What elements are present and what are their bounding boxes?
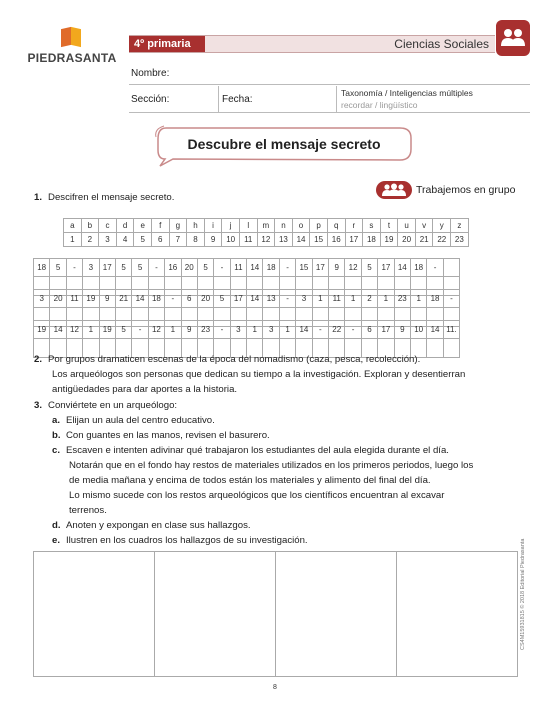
item-number: 1. (34, 192, 43, 203)
subitem-text: Ilustren en los cuadros los hallazgos de su investigación. (66, 535, 308, 546)
cipher-number: 3 (99, 233, 117, 247)
message-code-cell: - (165, 290, 181, 308)
cipher-number: 11 (239, 233, 257, 247)
message-code-cell: 18 (34, 259, 50, 277)
message-code-cell: 17 (230, 290, 246, 308)
message-code-cell: - (214, 259, 230, 277)
message-code-cell: - (427, 259, 443, 277)
date-label: Fecha: (222, 94, 253, 105)
message-code-cell: 12 (66, 321, 82, 339)
taxonomy-sub-label: recordar / lingüístico (341, 100, 418, 110)
subitem-c-text: Lo mismo sucede con los restos arqueológicos que los científicos encuentran al excavar (69, 490, 445, 501)
message-code-cell: 5 (214, 290, 230, 308)
cipher-letter: p (310, 219, 328, 233)
subitem-c-text: terrenos. (69, 505, 107, 516)
form-bottom-line (129, 112, 530, 113)
message-grid (33, 320, 460, 358)
message-code-cell: 23 (197, 321, 213, 339)
cipher-number: 1 (64, 233, 82, 247)
item-3 (34, 399, 177, 414)
message-code-cell: 17 (378, 259, 394, 277)
message-code-cell: 21 (115, 290, 131, 308)
message-code-cell: 18 (410, 259, 426, 277)
name-line[interactable] (129, 84, 530, 85)
message-code-cell: 11. (443, 321, 459, 339)
message-code-cell: 5 (50, 259, 66, 277)
message-code-cell: 9 (99, 290, 115, 308)
subitem-letter: b. (52, 430, 61, 441)
message-code-cell: 18 (263, 259, 279, 277)
cipher-number: 8 (187, 233, 205, 247)
header-bar (129, 35, 495, 53)
drawing-box[interactable] (155, 552, 276, 676)
drawing-boxes (33, 551, 518, 677)
message-code-cell: 15 (296, 259, 312, 277)
subitem-a (52, 414, 215, 429)
message-code-cell: 10 (410, 321, 426, 339)
cipher-number: 2 (81, 233, 99, 247)
message-code-cell: 6 (361, 321, 377, 339)
message-code-cell: 5 (132, 259, 148, 277)
message-code-cell: 13 (263, 290, 279, 308)
message-code-cell: 14 (296, 321, 312, 339)
message-code-cell: 17 (312, 259, 328, 277)
group-work-label: Trabajemos en grupo (416, 184, 516, 196)
group-work-badge (376, 180, 515, 200)
message-code-cell: 20 (197, 290, 213, 308)
cipher-number: 6 (151, 233, 169, 247)
message-code-cell: 1 (165, 321, 181, 339)
message-code-cell: - (279, 290, 295, 308)
item-2 (34, 353, 420, 368)
item-number: 3. (34, 400, 43, 411)
message-code-cell: 12 (148, 321, 164, 339)
message-code-row (34, 290, 460, 308)
page-title: Descubre el mensaje secreto (187, 136, 381, 152)
answer-cell[interactable] (443, 338, 459, 357)
cipher-letter: g (169, 219, 187, 233)
message-code-cell: 6 (181, 290, 197, 308)
message-code-cell: 1 (83, 321, 99, 339)
cipher-letter: n (275, 219, 293, 233)
cipher-letter: i (204, 219, 222, 233)
item-text: Descifren el mensaje secreto. (48, 192, 175, 203)
message-code-cell: 3 (296, 290, 312, 308)
cipher-letter: v (415, 219, 433, 233)
cipher-number: 14 (292, 233, 310, 247)
cipher-letter: z (451, 219, 469, 233)
message-code-cell: - (214, 321, 230, 339)
message-code-cell: 3 (34, 290, 50, 308)
subitem-text: Escaven e intenten adivinar qué trabajaron los estudiantes del aula elegida durante el día. (66, 445, 449, 456)
item-1 (34, 191, 174, 206)
book-logo-icon (59, 26, 85, 48)
cipher-number: 5 (134, 233, 152, 247)
message-code-cell: 19 (83, 290, 99, 308)
cipher-letter: c (99, 219, 117, 233)
cipher-number: 4 (116, 233, 134, 247)
cipher-number: 18 (363, 233, 381, 247)
subitem-c-text: Notarán que en el fondo hay restos de materiales utilizados en los primeros periodos, luego los (69, 460, 474, 471)
message-code-cell: 19 (99, 321, 115, 339)
message-code-cell: 11 (230, 259, 246, 277)
subitem-letter: e. (52, 535, 61, 546)
message-code-cell: 23 (394, 290, 410, 308)
cipher-letters-row (64, 219, 469, 233)
message-code-cell: 22 (329, 321, 345, 339)
message-code-cell: 17 (99, 259, 115, 277)
message-code-cell: 19 (34, 321, 50, 339)
cipher-letter: h (187, 219, 205, 233)
cipher-number: 13 (275, 233, 293, 247)
cipher-letter: e (134, 219, 152, 233)
cipher-letter: r (345, 219, 363, 233)
message-code-cell: 1 (312, 290, 328, 308)
message-code-cell: 14 (427, 321, 443, 339)
cipher-number: 16 (327, 233, 345, 247)
copyright-note: CS4M15931815 © 2018 Editorial Piedrasanta (520, 538, 526, 650)
divider (336, 86, 337, 112)
subitem-letter: d. (52, 520, 61, 531)
message-code-cell: 5 (115, 259, 131, 277)
item-text: Por grupos dramaticen escenas de la época del nomadismo (caza, pesca, recolección). (48, 354, 421, 365)
message-code-cell: 1 (410, 290, 426, 308)
message-code-cell: 5 (197, 259, 213, 277)
message-code-cell: - (312, 321, 328, 339)
message-code-cell: - (443, 290, 459, 308)
cipher-letter: b (81, 219, 99, 233)
cipher-letter: q (327, 219, 345, 233)
subitem-text: Elijan un aula del centro educativo. (66, 415, 215, 426)
title-bubble (152, 125, 416, 167)
message-code-cell: - (66, 259, 82, 277)
item-2-text: antigüedades para dar aportes a la historia. (52, 384, 238, 395)
item-2-text: Los arqueólogos son personas que dedican su tiempo a la investigación. Exploran y desentierran (52, 369, 466, 380)
cipher-letter: f (151, 219, 169, 233)
cipher-number: 10 (222, 233, 240, 247)
message-code-cell: 1 (378, 290, 394, 308)
cipher-number: 7 (169, 233, 187, 247)
message-code-cell: 1 (247, 321, 263, 339)
message-code-cell: 5 (115, 321, 131, 339)
message-code-cell: 17 (378, 321, 394, 339)
section-label: Sección: (131, 94, 170, 105)
subitem-e (52, 534, 308, 549)
message-code-cell: 1 (279, 321, 295, 339)
message-code-cell: 1 (345, 290, 361, 308)
cipher-letter: j (222, 219, 240, 233)
message-code-cell: 14 (247, 290, 263, 308)
cipher-number: 19 (380, 233, 398, 247)
message-code-cell: 20 (50, 290, 66, 308)
cipher-number: 22 (433, 233, 451, 247)
subitem-c (52, 444, 449, 459)
cipher-number: 17 (345, 233, 363, 247)
message-code-cell: 16 (165, 259, 181, 277)
answer-cell[interactable] (427, 338, 443, 357)
cipher-letter: a (64, 219, 82, 233)
message-code-cell: 2 (361, 290, 377, 308)
message-code-cell: 18 (427, 290, 443, 308)
message-code-row (34, 321, 460, 339)
cipher-number: 21 (415, 233, 433, 247)
message-code-cell: 14 (247, 259, 263, 277)
message-code-cell: 5 (361, 259, 377, 277)
message-code-cell: 14 (394, 259, 410, 277)
subitem-letter: a. (52, 415, 61, 426)
brand-name: PIEDRASANTA (27, 51, 117, 65)
drawing-box[interactable] (397, 552, 517, 676)
cipher-letter: o (292, 219, 310, 233)
taxonomy-label: Taxonomía / Inteligencias múltiples (341, 88, 473, 98)
item-text: Conviértete en un arqueólogo: (48, 400, 178, 411)
group-icon (376, 181, 412, 199)
drawing-box[interactable] (276, 552, 397, 676)
subitem-text: Anoten y expongan en clase sus hallazgos. (66, 520, 251, 531)
drawing-box[interactable] (34, 552, 155, 676)
message-code-cell: 11 (66, 290, 82, 308)
subject-label: Ciencias Sociales (394, 37, 489, 51)
cipher-number: 20 (398, 233, 416, 247)
page-number: 8 (273, 684, 277, 691)
cipher-letter: d (116, 219, 134, 233)
subitem-c-text: de media mañana y encima de todos están los materiales y alimento del final del día. (69, 475, 431, 486)
message-code-cell: 14 (132, 290, 148, 308)
cipher-letter: l (239, 219, 257, 233)
message-code-cell: 3 (263, 321, 279, 339)
divider (218, 86, 219, 112)
cipher-letter: y (433, 219, 451, 233)
subitem-letter: c. (52, 445, 61, 456)
item-number: 2. (34, 354, 43, 365)
cipher-letter: m (257, 219, 275, 233)
message-code-cell: - (345, 321, 361, 339)
message-code-row (34, 259, 460, 277)
cipher-number: 15 (310, 233, 328, 247)
message-code-cell: 9 (181, 321, 197, 339)
subitem-b (52, 429, 270, 444)
message-code-cell: 12 (345, 259, 361, 277)
cipher-number: 23 (451, 233, 469, 247)
cipher-letter: u (398, 219, 416, 233)
message-code-cell (443, 259, 459, 277)
message-code-cell: 20 (181, 259, 197, 277)
cipher-letter: t (380, 219, 398, 233)
message-code-cell: 9 (329, 259, 345, 277)
cipher-number: 9 (204, 233, 222, 247)
cipher-number: 12 (257, 233, 275, 247)
message-code-cell: 18 (148, 290, 164, 308)
message-code-cell: 3 (83, 259, 99, 277)
message-code-cell: 3 (230, 321, 246, 339)
message-code-cell: - (148, 259, 164, 277)
cipher-key-table (63, 218, 469, 247)
grade-label: 4º primaria (129, 36, 205, 52)
group-icon (496, 20, 530, 56)
subitem-text: Con guantes en las manos, revisen el basurero. (66, 430, 270, 441)
message-code-cell: - (132, 321, 148, 339)
message-code-cell: - (279, 259, 295, 277)
subitem-d (52, 519, 251, 534)
message-code-cell: 14 (50, 321, 66, 339)
cipher-letter: s (363, 219, 381, 233)
brand-logo (22, 26, 122, 65)
message-code-cell: 9 (394, 321, 410, 339)
name-label: Nombre: (131, 68, 170, 79)
message-code-cell: 11 (329, 290, 345, 308)
cipher-numbers-row (64, 233, 469, 247)
